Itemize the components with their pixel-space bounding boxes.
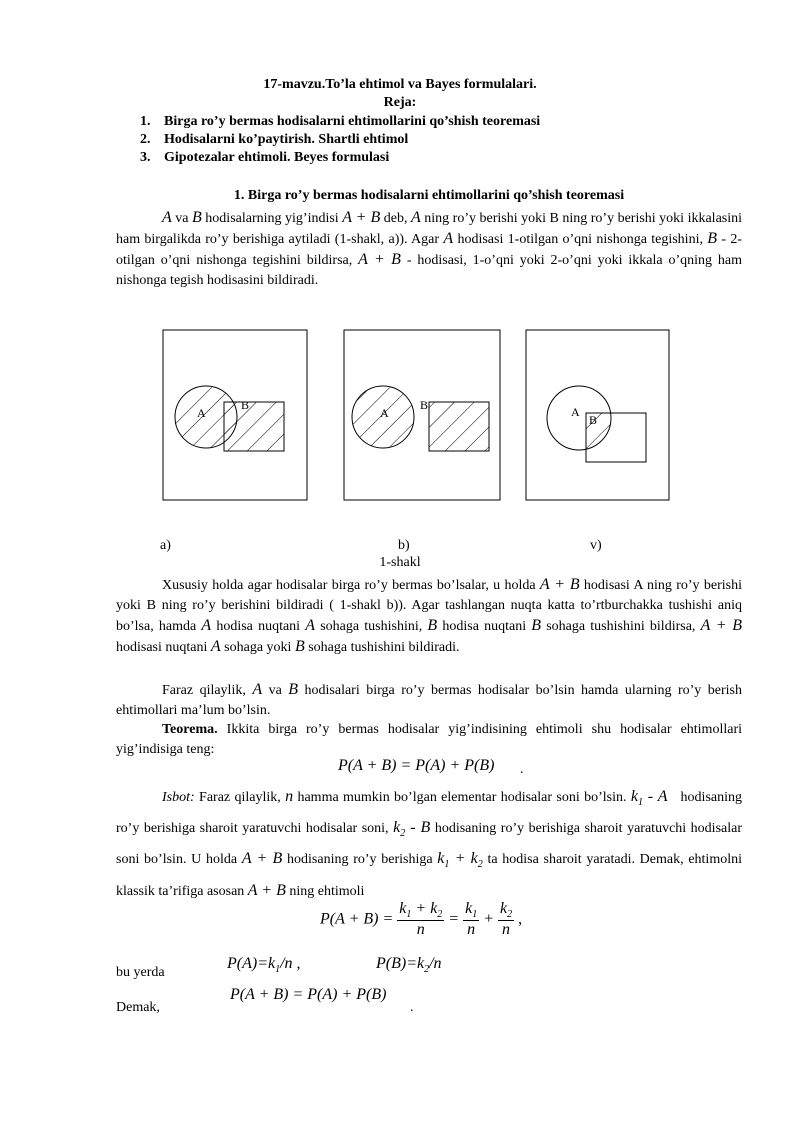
panel-b-label-b: B [420, 398, 429, 412]
theorem: Teorema. Ikkita birga ro’y bermas hodisalar yig’indisining ehtimoli shu hodisalar ehtimollari yig’indisiga teng: [116, 722, 742, 757]
paragraph-special-case: Xususiy holda agar hodisalar birga ro’y bermas bo’lsalar, u holda A + B hodisasi A ning ro’y berishi yoki B ning ro’y berishini bildiradi ( 1-shakl b)). Agar tashlangan nuqta katta to’rtburchakka tushishi aniq bo’lsa, hamda A hodisa nuqtani A sohaga tushishini, B hodisa nuqtani B sohaga tushishini bildirsa, A + B hodisasi nuqtani A sohaga yoki B sohaga tushishini bildiradi. [116, 576, 743, 655]
section-heading: 1. Birga ro’y bermas hodisalarni ehtimollarini qo’shish teoremasi [233, 188, 625, 203]
venn-figure [155, 325, 675, 505]
panel-v-label-a: A [571, 405, 580, 419]
formula-final: P(A + B) = P(A) + P(B) [230, 986, 387, 1003]
figure-caption: 1-shakl [379, 555, 421, 570]
plan-item-3: 3. Gipotezalar ehtimoli. Beyes formulasi [140, 150, 390, 165]
formula-theorem: P(A + B) = P(A) + P(B) [338, 757, 495, 774]
formula-pa: $P(A)=k_1/n$ , [227, 955, 301, 976]
page-title: 17-mavzu.To’la ehtimol va Bayes formulalari. [263, 77, 537, 92]
figure-panel-a [163, 330, 307, 500]
panel-a-label-a: A [197, 406, 206, 420]
panel-b-label-a: A [380, 406, 389, 420]
figure-panel-v [526, 330, 669, 500]
paragraph-assumption: Faraz qilaylik, A va B hodisalari birga ro’y bermas hodisalar bo’lsin hamda ularning ro’y berish ehtimollari ma’lum bo’lsin. [116, 681, 742, 718]
formula-classical: P(A + B) = $\frac{k_1 + k_2}{n}$ = $\frac{k_1}{n}$ + $\frac{k_2}{n}$ , [320, 900, 523, 939]
label-bu-yerda: bu yerda [116, 965, 165, 980]
caption-a: a) [160, 538, 171, 553]
panel-a-label-b: B [241, 398, 250, 412]
caption-v: v) [590, 538, 602, 553]
paragraph-definition: A va B hodisalarning yig’indisi A + B deb, A ning ro’y berishi yoki B ning ro’y berishi yoki ikkalasini ham birgalikda ro’y berishiga aytiladi (1-shakl, a)). Agar A hodisasi 1-otilgan o’qni nishonga tegishini, B - 2-otilgan o’qni nishonga tegishini bildirsa, A + B - hodisasi, 1-o’qni yoki 2-o’qni yoki ikkala o’qning ham nishonga tegish hodisasini bildiradi. [116, 209, 743, 288]
plan-item-2: 2. Hodisalarni ko’paytirish. Shartli ehtimol [140, 132, 409, 147]
plan-heading: Reja: [383, 95, 417, 110]
caption-b: b) [398, 538, 410, 553]
plan-item-1: 1. Birga ro’y bermas hodisalarni ehtimollarini qo’shish teoremasi [140, 114, 541, 129]
label-demak: Demak, [116, 1000, 160, 1015]
panel-v-label-b: B [589, 413, 598, 427]
figure-panel-b [344, 330, 500, 500]
formula-pb: $P(B)=k_2/n$ [376, 955, 442, 976]
proof: Isbot: Faraz qilaylik, n hamma mumkin bo’lgan elementar hodisalar soni bo’lsin. $k_1$ - A hodisaning ro’y berishiga sharoit yaratuvchi hodisalar soni, $k_2$ - B hodisaning ro’y berishiga sharoit yaratuvchi hodisalar soni bo’lsin. U holda A + B hodisaning ro’y berishiga $k_1 + k_2$ ta hodisa sharoit yaratadi. Demak, ehtimolni klassik ta’rifiga asosan A + B ning ehtimoli [116, 788, 743, 899]
